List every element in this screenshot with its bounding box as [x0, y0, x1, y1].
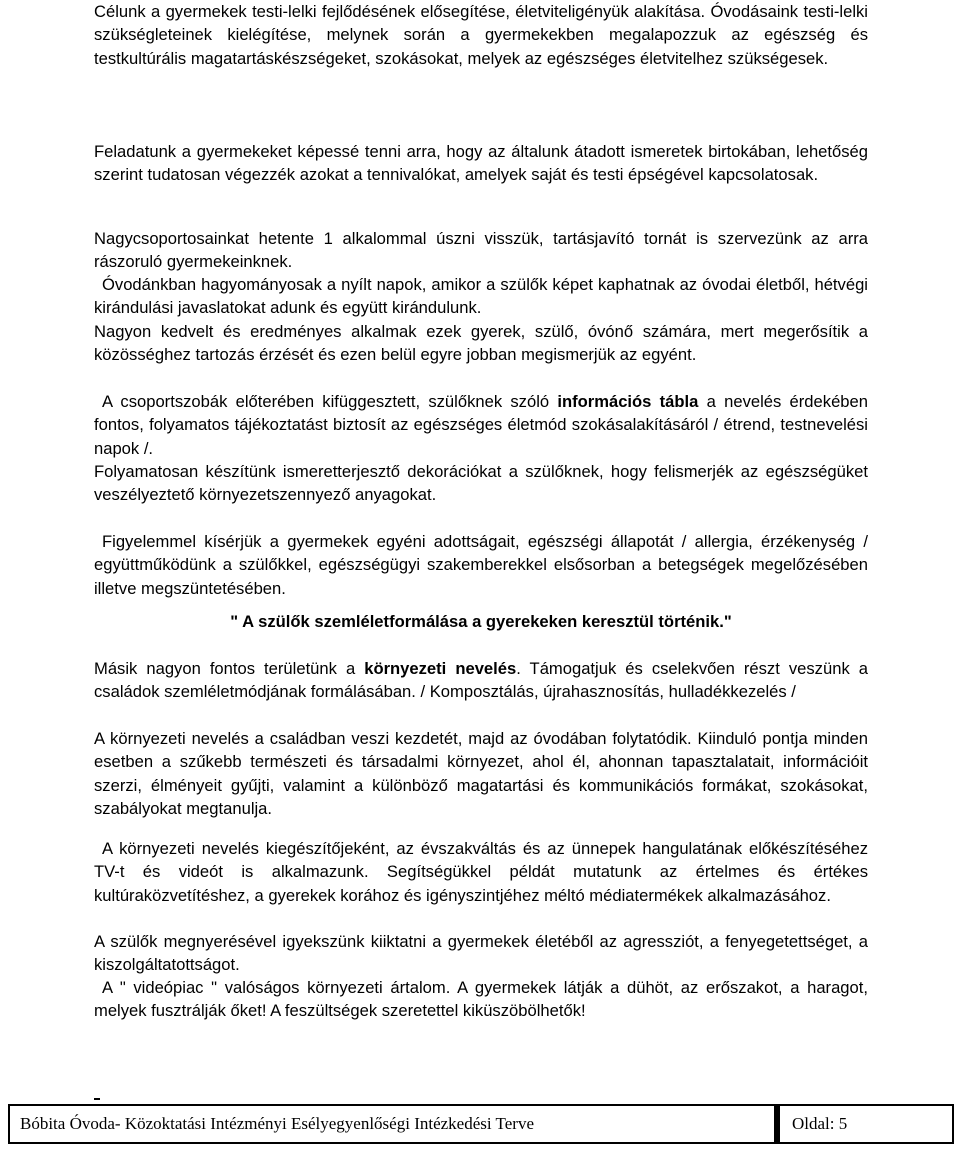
paragraph-info-board: A csoportszobák előterében kifüggesztett, szülőknek szóló információs tábla a nevelés érdekében fontos, folyamatos tájékoztatást biztosít az egészséges életmód szokásalakításáról / étrend, testnevelési napok /. [94, 392, 868, 458]
paragraph-aggression: A szülők megnyerésével igyekszünk kiiktatni a gyermekek életéből az agressziót, a fenyegetettséget, a kiszolgáltatottságot. [94, 932, 868, 975]
paragraph-swimming: Nagycsoportosainkat hetente 1 alkalommal úszni visszük, tartásjavító tornát is szervezünk az arra rászoruló gyermekeinknek. [94, 229, 868, 272]
paragraph-environmental: Másik nagyon fontos területünk a környezeti nevelés. Támogatjuk és cselekvően részt veszünk a családok szemléletmódjának formálásában. / Komposztálás, újrahasznosítás, hulladékkezelés / [94, 659, 868, 702]
page-footer [8, 1104, 954, 1144]
paragraph-tv-video: A környezeti nevelés kiegészítőjeként, az évszakváltás és az ünnepek hangulatának előkészítéséhez TV-t és videót is alkalmazunk. Segítségükkel példát mutatunk az értelmes és értékes kultúraközvetítéshez, a gyerekek korához és igényszintjéhez méltó médiatermékek alkalmazásához. [94, 839, 868, 905]
paragraph-goals: Célunk a gyermekek testi-lelki fejlődésének elősegítése, életviteligényük alakítása. Óvodásaink testi-lelki szükségleteinek kielégítése, melynek során a gyermekekben megalapozzuk az egészség és testkultúrális magatartáskészségeket, szokásokat, melyek az egészséges életvitelhez szükségesek. [94, 2, 868, 68]
paragraph-family: A környezeti nevelés a családban veszi kezdetét, majd az óvodában folytatódik. Kiinduló pontja minden esetben a szűkebb természeti és társadalmi környezet, ahol él, ahonnan tapasztalatait, információit szerzi, élményeit gyűjti, valamint a különböző magatartási és kommunikációs formákat, szokásokat, szabályokat megtanulja. [94, 729, 868, 819]
paragraph-monitoring: Figyelemmel kísérjük a gyermekek egyéni adottságait, egészségi állapotát / allergia, érzékenység / együttműködünk a szülőkkel, egészségügyi szakemberekkel elsősorban a betegségek megelőzésében illetve megszüntetésében. [94, 532, 868, 598]
paragraph-open-days: Óvodánkban hagyományosak a nyílt napok, amikor a szülők képet kaphatnak az óvodai életből, hétvégi kirándulási javaslatokat adunk és együtt kirándulunk. [94, 275, 868, 318]
page-number: Oldal: 5 [792, 1114, 848, 1133]
paragraph-video-market: A " videópiac " valóságos környezeti ártalom. A gyermekek látják a dühöt, az erőszakot, a haragot, melyek fusztrálják őket! A feszültségek szeretettel kiküszöbölhetők! [94, 978, 868, 1021]
paragraph-tasks: Feladatunk a gyermekeket képessé tenni arra, hogy az általunk átadott ismeretek birtokában, lehetőség szerint tudatosan végezzék azokat a tennivalókat, amelyek saját és testi épségével kapcsolatosak. [94, 142, 868, 185]
environmental-emphasis: környezeti nevelés [364, 659, 517, 678]
paragraph-occasions: Nagyon kedvelt és eredményes alkalmak ezek gyerek, szülő, óvónő számára, mert megerősítik a közösséghez tartozás érzését és ezen belül egyre jobban megismerjük az egyént. [94, 322, 868, 365]
footer-marker [94, 1098, 100, 1100]
footer-title: Bóbita Óvoda- Közoktatási Intézményi Esélyegyenlőségi Intézkedési Terve [10, 1106, 780, 1142]
heading-parent-attitude: " A szülők szemléletformálása a gyerekeken keresztül történik." [230, 612, 732, 631]
paragraph-decorations: Folyamatosan készítünk ismeretterjesztő dekorációkat a szülőknek, hogy felismerjék az egészségüket veszélyeztető környezetszennyező anyagokat. [94, 462, 868, 505]
info-board-emphasis: információs tábla [557, 392, 699, 411]
